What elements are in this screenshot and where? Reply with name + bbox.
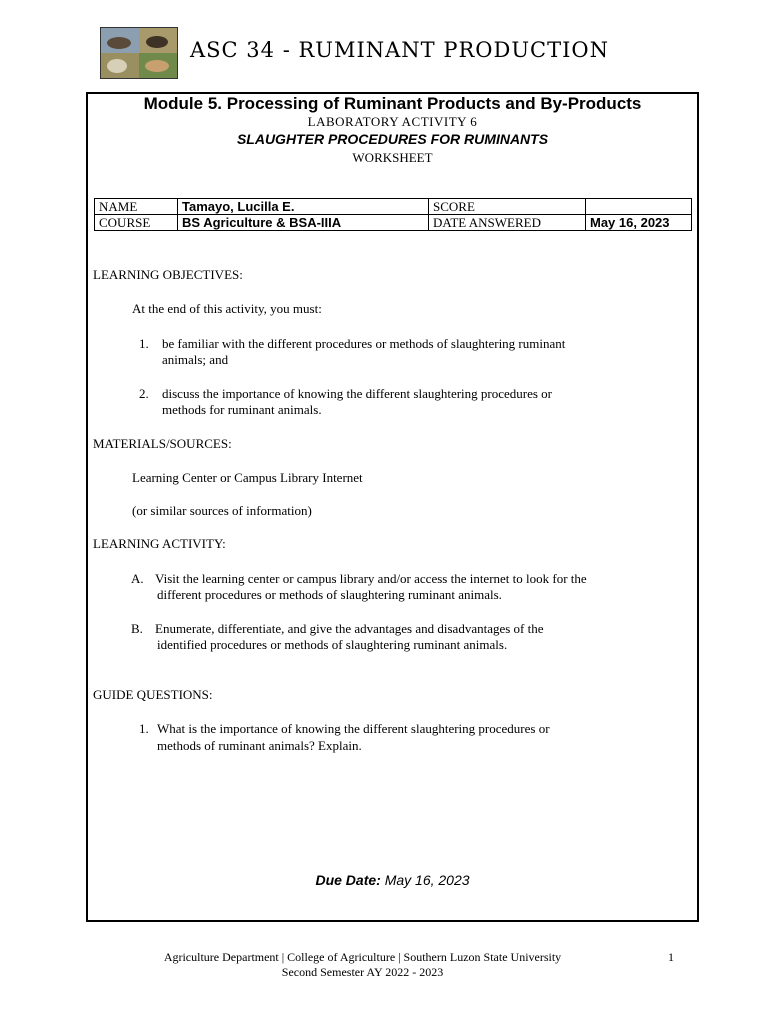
objective-text: discuss the importance of knowing the different slaughtering procedures or [162,386,553,401]
header-logo-photo-collage [100,27,178,79]
course-value: BS Agriculture & BSA-IIIA [178,215,429,231]
footer-department: Agriculture Department | College of Agriculture | Southern Luzon State University [163,950,562,964]
objectives-intro: At the end of this activity, you must: [132,301,322,316]
objective-text: animals; and [162,352,229,367]
table-row [95,215,692,231]
doc-type-label: WORKSHEET [352,150,433,165]
name-label: NAME [95,199,178,215]
due-date [86,872,699,888]
course-title: ASC 34 - RUMINANT PRODUCTION [190,38,610,62]
name-value: Tamayo, Lucilla E. [178,199,429,215]
module-title: Module 5. Processing of Ruminant Products and By-Products [143,94,642,113]
activity-text: different procedures or methods of slaughtering ruminant animals. [157,587,502,602]
guide-heading: GUIDE QUESTIONS: [93,687,213,702]
footer-semester: Second Semester AY 2022 - 2023 [281,965,444,979]
activity-topic: SLAUGHTER PROCEDURES FOR RUMINANTS [236,131,549,147]
question-number: 1. [139,721,149,736]
materials-line: Learning Center or Campus Library Internet [132,470,363,485]
score-label: SCORE [429,199,586,215]
student-info-table [94,198,692,231]
activity-text: Enumerate, differentiate, and give the advantages and disadvantages of the [155,621,544,636]
objective-number: 2. [139,386,149,401]
objective-number: 1. [139,336,149,351]
lab-activity-label: LABORATORY ACTIVITY 6 [307,114,478,129]
page-number: 1 [668,950,674,964]
table-row [95,199,692,215]
score-value [586,199,692,215]
activity-letter: B. [131,621,143,636]
activity-heading: LEARNING ACTIVITY: [93,536,226,551]
due-date-value: May 16, 2023 [384,872,470,888]
question-text: methods of ruminant animals? Explain. [157,738,362,753]
objective-text: methods for ruminant animals. [162,402,322,417]
objective-text: be familiar with the different procedures or methods of slaughtering ruminant [162,336,566,351]
date-answered-label: DATE ANSWERED [429,215,586,231]
objectives-heading: LEARNING OBJECTIVES: [93,267,243,282]
question-text: What is the importance of knowing the different slaughtering procedures or [157,721,550,736]
materials-heading: MATERIALS/SOURCES: [93,436,232,451]
date-answered-value: May 16, 2023 [586,215,692,231]
course-label: COURSE [95,215,178,231]
activity-text: identified procedures or methods of slaughtering ruminant animals. [157,637,508,652]
activity-letter: A. [131,571,144,586]
due-date-label: Due Date: [315,872,381,888]
activity-text: Visit the learning center or campus library and/or access the internet to look for the [155,571,587,586]
materials-line: (or similar sources of information) [132,503,312,518]
